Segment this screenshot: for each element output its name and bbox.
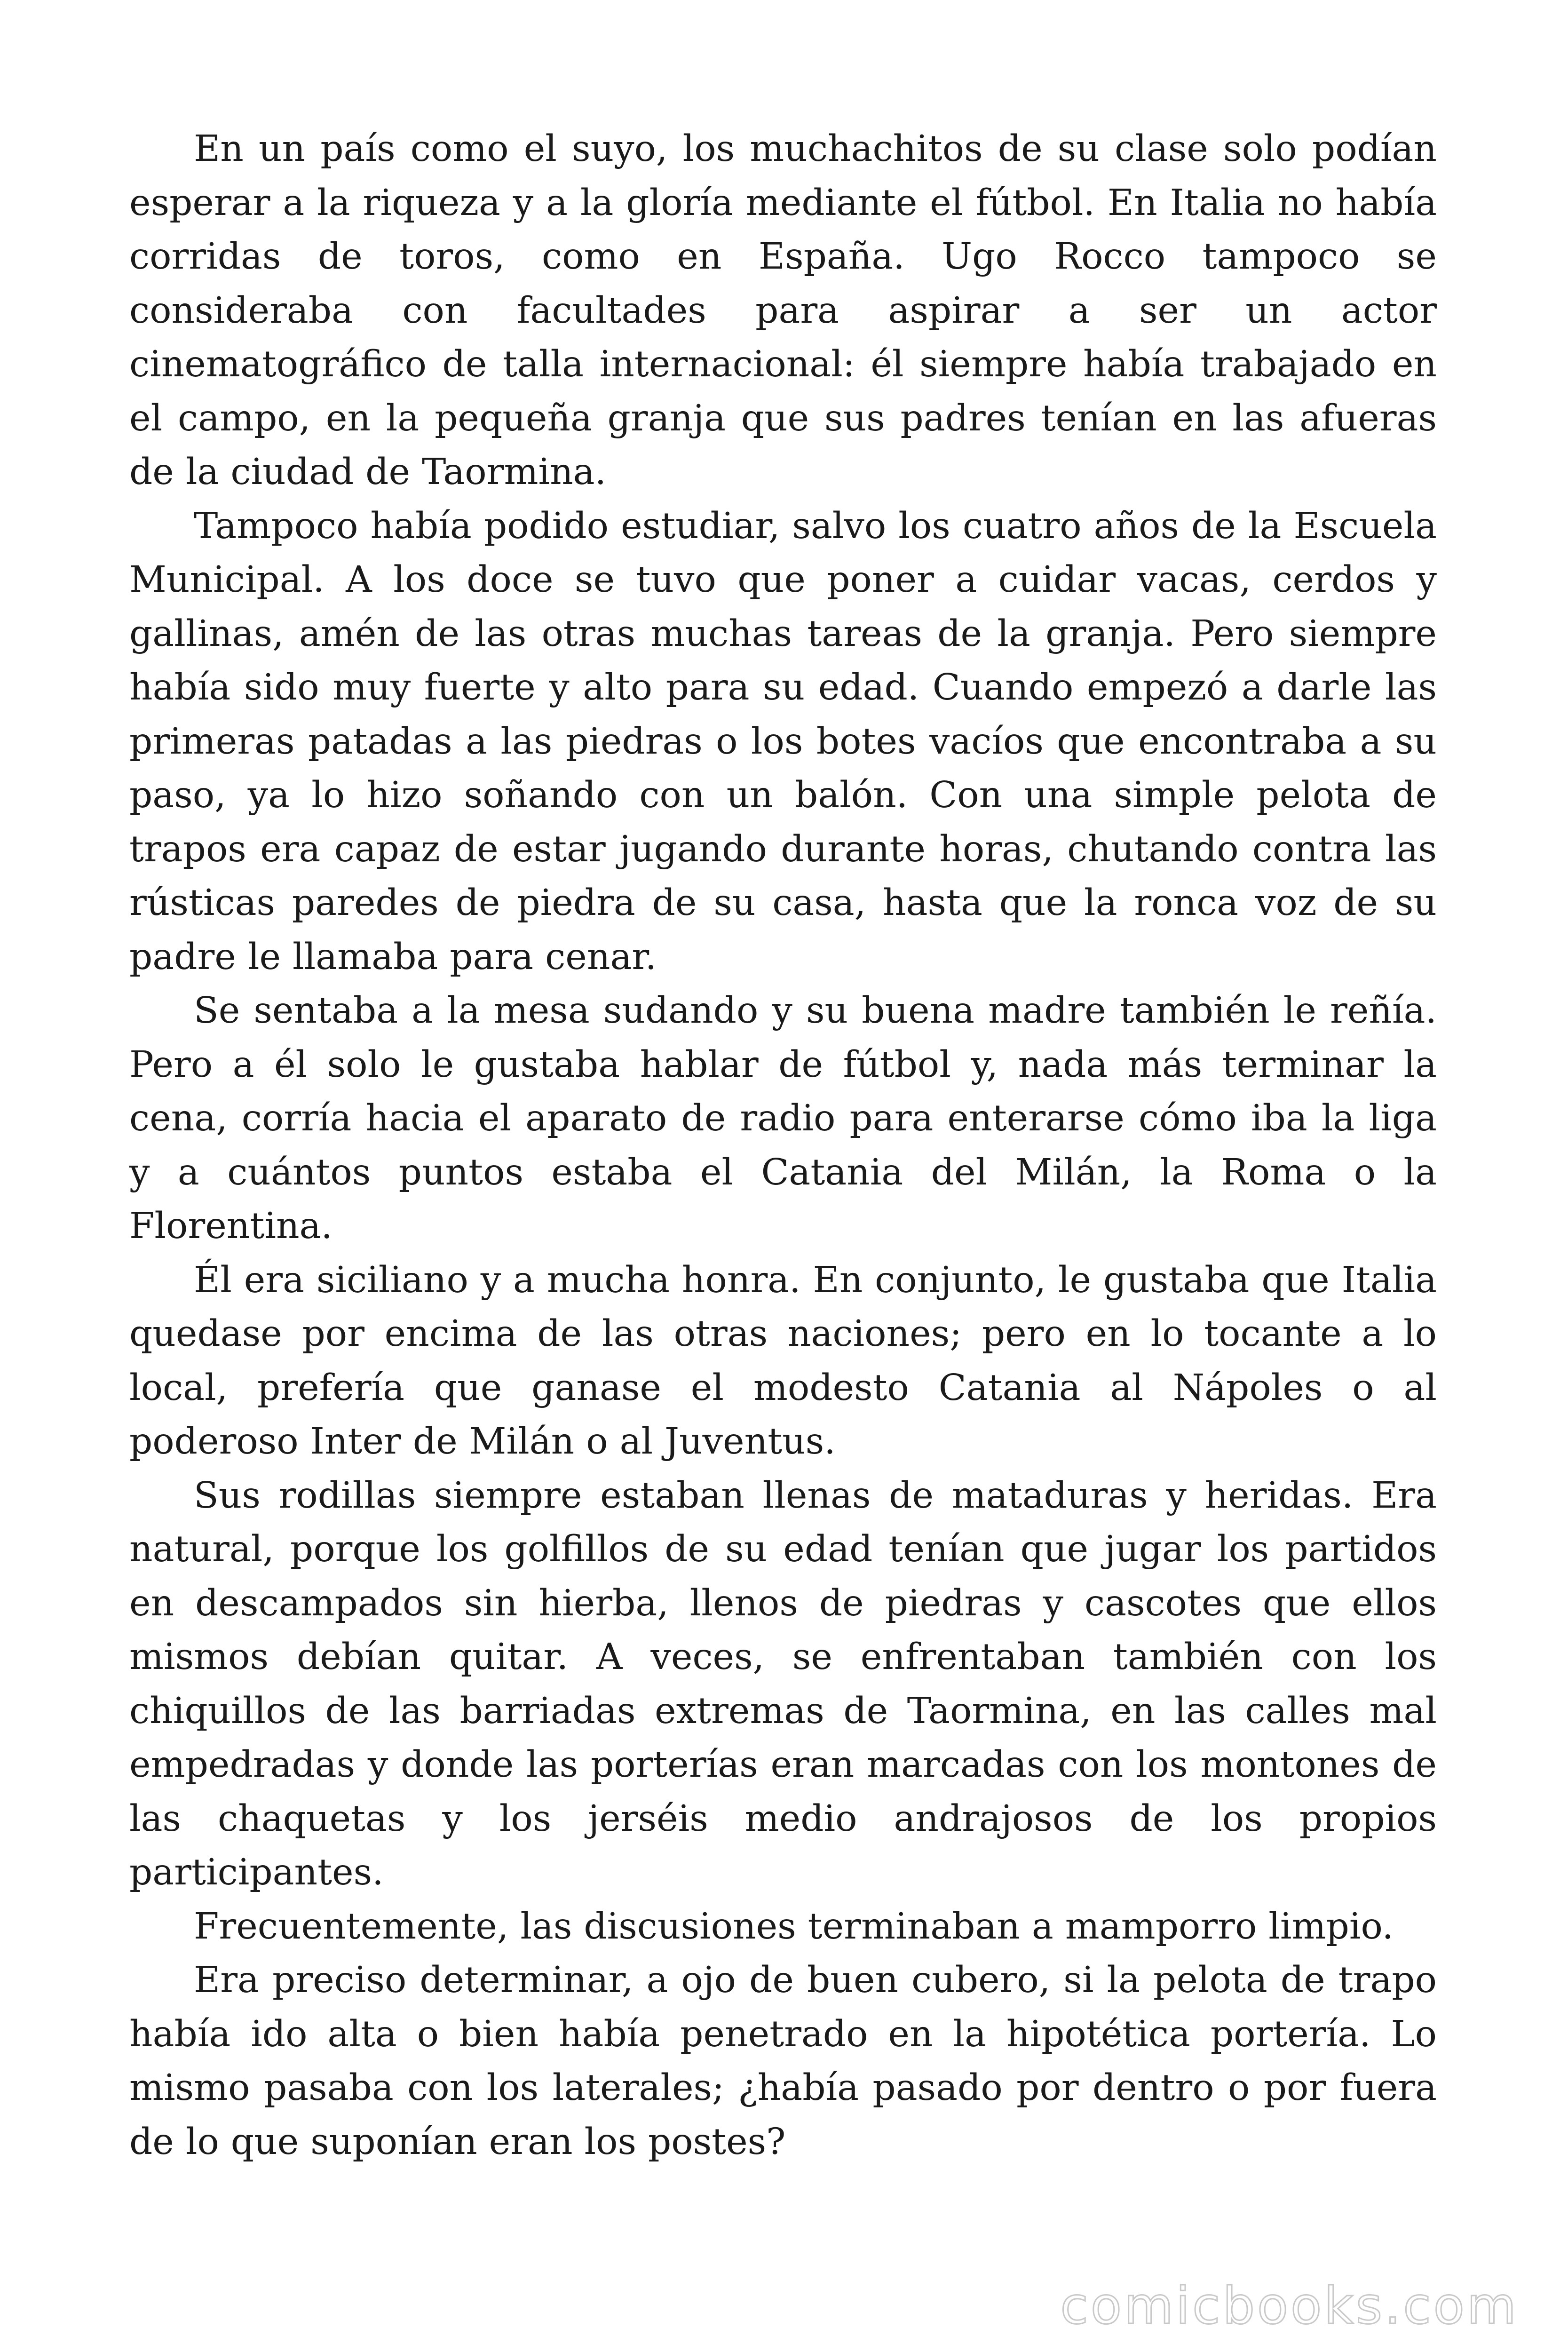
paragraph-4: Él era siciliano y a mucha honra. En conjunto, le gustaba que Italia quedase por encima de las otras naciones; pero en lo tocante a lo local, prefería que ganase el modesto Catania al Nápoles o al poderoso Inter de Milán o al Juventus.	[129, 1259, 1437, 1462]
paragraph-6: Frecuentemente, las discusiones terminaban a mamporro limpio.	[194, 1905, 1394, 1947]
paragraph-1: En un país como el suyo, los muchachitos de su clase solo podían esperar a la riqueza y a la gloría mediante el fútbol. En Italia no había corridas de toros, como en España. Ugo Rocco tampoco se consideraba con facultades para aspirar a ser un actor cinematográfico de talla internacional: él siempre había trabajado en el campo, en la pequeña granja que sus padres tenían en las afueras de la ciudad de Taormina.	[129, 128, 1437, 493]
watermark: comicbooks.com	[1060, 2277, 1519, 2336]
body-text	[129, 122, 1437, 2169]
paragraph-7: Era preciso determinar, a ojo de buen cubero, si la pelota de trapo había ido alta o bien había penetrado en la hipotética portería. Lo mismo pasaba con los laterales; ¿había pasado por dentro o por fuera de lo que suponían eran los postes?	[129, 1959, 1437, 2163]
paragraph-2: Tampoco había podido estudiar, salvo los cuatro años de la Escuela Municipal. A los doce se tuvo que poner a cuidar vacas, cerdos y gallinas, amén de las otras muchas tareas de la granja. Pero siempre había sido muy fuerte y alto para su edad. Cuando empezó a darle las primeras patadas a las piedras o los botes vacíos que encontraba a su paso, ya lo hizo soñando con un balón. Con una simple pelota de trapos era capaz de estar jugando durante horas, chutando contra las rústicas paredes de piedra de su casa, hasta que la ronca voz de su padre le llamaba para cenar.	[129, 505, 1437, 978]
paragraph-5: Sus rodillas siempre estaban llenas de mataduras y heridas. Era natural, porque los golfillos de su edad tenían que jugar los partidos en descampados sin hierba, llenos de piedras y cascotes que ellos mismos debían quitar. A veces, se enfrentaban también con los chiquillos de las barriadas extremas de Taormina, en las calles mal empedradas y donde las porterías eran marcadas con los montones de las chaquetas y los jerséis medio andrajosos de los propios participantes.	[129, 1474, 1437, 1893]
paragraph-3: Se sentaba a la mesa sudando y su buena madre también le reñía. Pero a él solo le gustaba hablar de fútbol y, nada más terminar la cena, corría hacia el aparato de radio para enterarse cómo iba la liga y a cuántos puntos estaba el Catania del Milán, la Roma o la Florentina.	[129, 990, 1437, 1247]
